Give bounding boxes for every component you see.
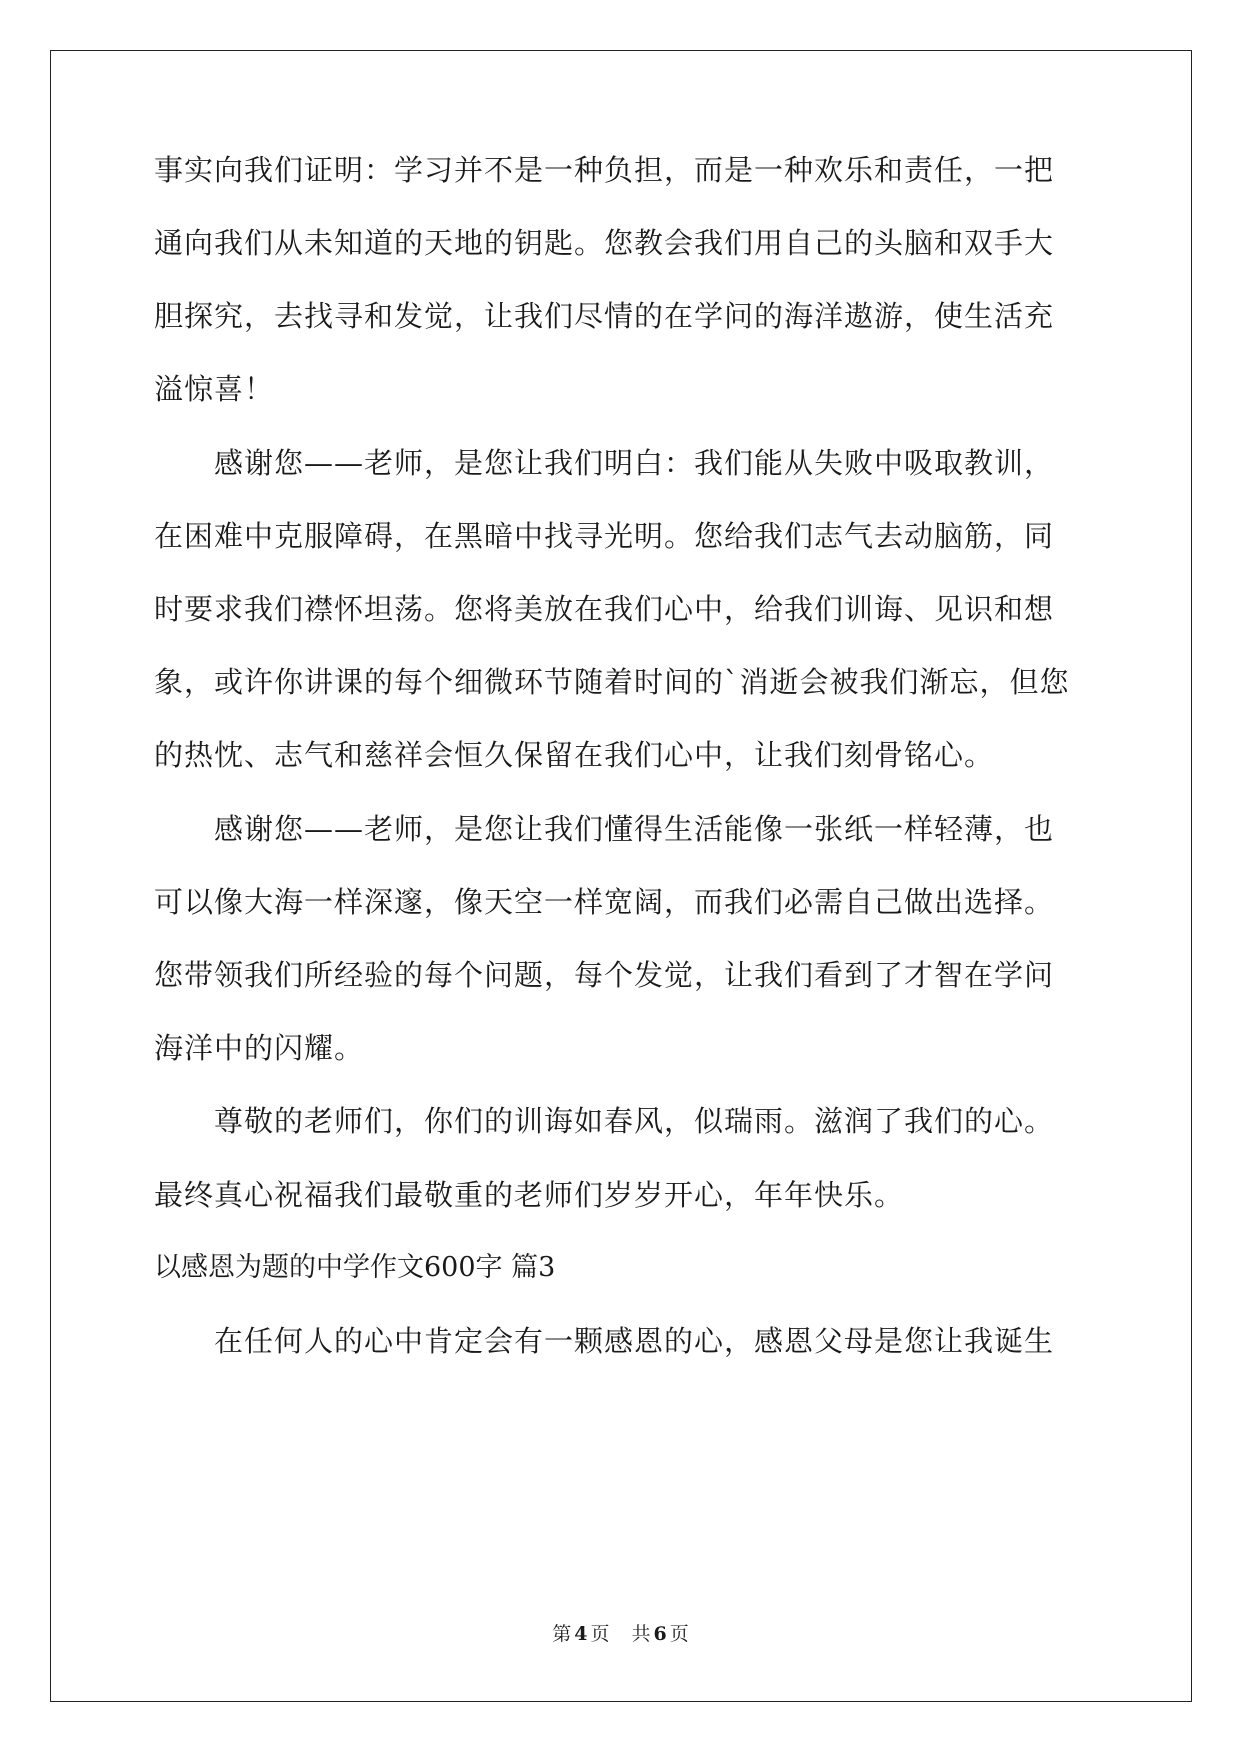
current-page-number: 4 xyxy=(574,1623,588,1645)
paragraph-line: 海洋中的闪耀。 xyxy=(154,1031,365,1065)
paragraph-line: 胆探究，去找寻和发觉，让我们尽情的在学问的海洋遨游，使生活充 xyxy=(154,299,1055,333)
total-prefix: 共 xyxy=(631,1623,651,1645)
paragraph-line: 尊敬的老师们，你们的训诲如春风，似瑞雨。滋润了我们的心。 xyxy=(214,1104,1055,1138)
page-suffix: 页 xyxy=(590,1623,610,1645)
paragraph-line: 事实向我们证明：学习并不是一种负担，而是一种欢乐和责任，一把 xyxy=(154,153,1055,187)
page-prefix: 第 xyxy=(552,1623,572,1645)
paragraph-line: 感谢您——老师，是您让我们懂得生活能像一张纸一样轻薄，也 xyxy=(214,812,1055,846)
section-heading: 以感恩为题的中学作文600字 篇3 xyxy=(154,1252,556,1283)
paragraph-line: 通向我们从未知道的天地的钥匙。您教会我们用自己的头脑和双手大 xyxy=(154,226,1055,260)
total-suffix: 页 xyxy=(669,1623,689,1645)
paragraph-line: 的热忱、志气和慈祥会恒久保留在我们心中，让我们刻骨铭心。 xyxy=(154,738,995,772)
paragraph-line: 在困难中克服障碍，在黑暗中找寻光明。您给我们志气去动脑筋，同 xyxy=(154,519,1055,553)
paragraph-line: 最终真心祝福我们最敬重的老师们岁岁开心，年年快乐。 xyxy=(154,1178,905,1212)
paragraph-line: 时要求我们襟怀坦荡。您将美放在我们心中，给我们训诲、见识和想 xyxy=(154,592,1055,626)
paragraph-line: 感谢您——老师，是您让我们明白：我们能从失败中吸取教训， xyxy=(214,446,1055,480)
paragraph-line: 您带领我们所经验的每个问题，每个发觉，让我们看到了才智在学问 xyxy=(154,958,1055,992)
paragraph-line: 在任何人的心中肯定会有一颗感恩的心，感恩父母是您让我诞生 xyxy=(214,1324,1055,1358)
paragraph-line: 象，或许你讲课的每个细微环节随着时间的`消逝会被我们渐忘，但您 xyxy=(154,665,1070,699)
paragraph-line: 可以像大海一样深邃，像天空一样宽阔，而我们必需自己做出选择。 xyxy=(154,885,1055,919)
paragraph-line: 溢惊喜！ xyxy=(154,372,275,406)
total-page-number: 6 xyxy=(653,1623,667,1645)
page-footer xyxy=(0,1622,1241,1646)
